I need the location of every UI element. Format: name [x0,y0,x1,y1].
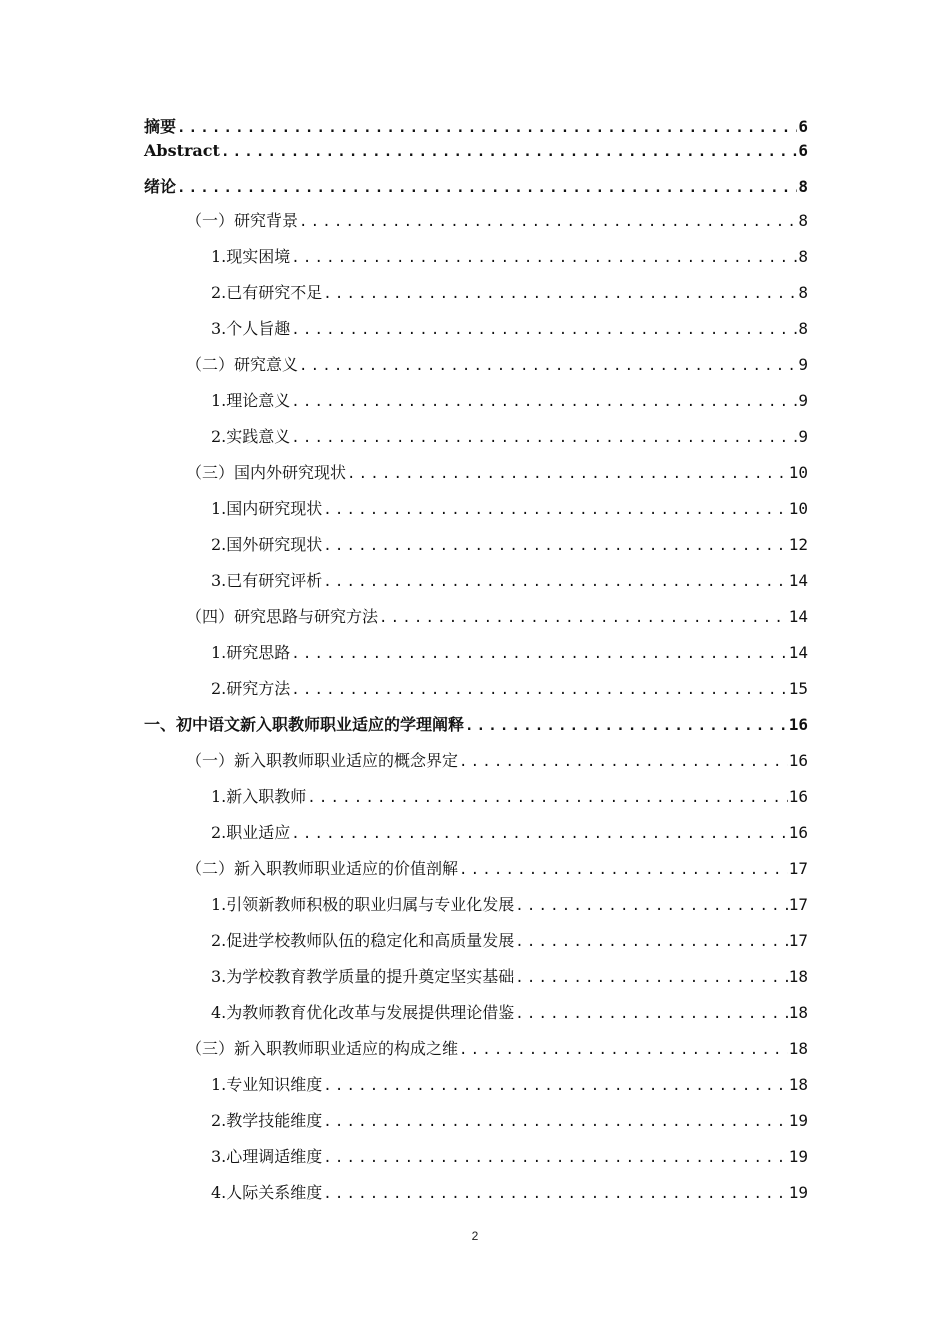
toc-dot-leader [515,996,787,1032]
toc-entry-title: 1.国内研究现状 [211,499,323,518]
toc-entry-title: Abstract [144,141,220,160]
toc-dot-leader [323,528,787,564]
toc-entry[interactable] [144,671,808,707]
toc-entry[interactable] [144,1031,808,1067]
toc-entry-title: 1.研究思路 [211,643,291,662]
page-number: 2 [471,1229,479,1243]
toc-entry-page: 17 [788,931,808,950]
toc-entry-title: （二）新入职教师职业适应的价值剖解 [186,859,459,878]
toc-dot-leader [323,492,787,528]
toc-entry-page: 18 [788,1003,808,1022]
toc-dot-leader [291,420,797,456]
toc-entry-title: 2.职业适应 [211,823,291,842]
toc-dot-leader [515,960,787,996]
toc-dot-leader [459,852,788,888]
toc-entry[interactable] [144,311,808,347]
toc-entry[interactable] [144,959,808,995]
toc-dot-leader [323,276,797,312]
toc-entry-title: 1.理论意义 [211,391,291,410]
toc-entry-page: 9 [798,391,808,410]
toc-entry-title: （一）新入职教师职业适应的概念界定 [186,751,459,770]
toc-dot-leader [299,348,797,384]
toc-entry[interactable] [144,383,808,419]
toc-dot-leader [291,240,797,276]
toc-dot-leader [291,816,787,852]
toc-entry-page: 14 [788,607,808,626]
toc-entry-title: （四）研究思路与研究方法 [186,607,379,626]
toc-entry-title: 1.专业知识维度 [211,1075,323,1094]
toc-entry[interactable] [144,239,808,275]
toc-entry[interactable] [144,419,808,455]
toc-entry-title: 3.个人旨趣 [211,319,291,338]
toc-entry[interactable] [144,491,808,527]
toc-dot-leader [379,600,788,636]
toc-entry-title: 2.国外研究现状 [211,535,323,554]
toc-dot-leader [291,312,797,348]
toc-entry-title: 2.已有研究不足 [211,283,323,302]
toc-entry-page: 19 [788,1183,808,1202]
toc-entry-page: 18 [788,1075,808,1094]
toc-entry[interactable] [144,635,808,671]
toc-dot-leader [515,888,787,924]
toc-entry-page: 16 [788,787,808,806]
toc-dot-leader [323,1176,787,1212]
toc-entry-page: 8 [798,177,808,196]
toc-entry-page: 8 [798,211,808,230]
toc-entry-page: 19 [788,1111,808,1130]
toc-entry-page: 9 [798,355,808,374]
toc-dot-leader [323,1068,787,1104]
toc-entry-title: （三）新入职教师职业适应的构成之维 [186,1039,459,1058]
toc-entry[interactable] [144,527,808,563]
toc-entry[interactable] [144,743,808,779]
toc-dot-leader [323,1104,787,1140]
toc-entry-page: 10 [788,499,808,518]
toc-entry[interactable] [144,275,808,311]
toc-entry-title: 3.为学校教育教学质量的提升奠定坚实基础 [211,967,515,986]
toc-dot-leader [515,924,787,960]
toc-entry[interactable] [144,779,808,815]
toc-dot-leader [299,204,797,240]
toc-entry[interactable] [144,995,808,1031]
toc-entry-title: （一）研究背景 [186,211,299,230]
toc-entry[interactable] [144,203,808,239]
toc-entry-title: （三）国内外研究现状 [186,463,347,482]
toc-entry-page: 12 [788,535,808,554]
toc-entry[interactable] [144,599,808,635]
toc-dot-leader [459,744,788,780]
toc-entry[interactable] [144,139,808,163]
toc-entry[interactable] [144,707,808,743]
toc-entry-title: 3.心理调适维度 [211,1147,323,1166]
toc-entry-page: 16 [788,751,808,770]
toc-dot-leader [307,780,787,816]
toc-entry-page: 10 [788,463,808,482]
toc-entry-title: 1.现实困境 [211,247,291,266]
toc-entry[interactable] [144,1067,808,1103]
toc-entry-page: 16 [788,823,808,842]
toc-entry[interactable] [144,163,808,203]
toc-entry-page: 17 [788,859,808,878]
toc-entry-page: 19 [788,1147,808,1166]
toc-entry[interactable] [144,347,808,383]
toc-entry[interactable] [144,1139,808,1175]
toc-entry-title: 2.教学技能维度 [211,1111,323,1130]
toc-entry-page: 9 [798,427,808,446]
toc-entry-page: 16 [788,715,808,734]
toc-dot-leader [291,636,787,672]
toc-entry-title: 一、初中语文新入职教师职业适应的学理阐释 [144,715,465,734]
toc-entry-title: 绪论 [144,177,177,196]
toc-entry-title: 1.新入职教师 [211,787,307,806]
toc-entry-page: 6 [798,141,808,160]
toc-entry-title: 2.研究方法 [211,679,291,698]
toc-entry-page: 18 [788,967,808,986]
toc-dot-leader [347,456,788,492]
toc-entry-title: 摘要 [144,117,177,136]
toc-entry[interactable] [144,887,808,923]
toc-entry[interactable] [144,923,808,959]
toc-entry-page: 8 [798,247,808,266]
toc-entry[interactable] [144,455,808,491]
toc-entry-title: 4.人际关系维度 [211,1183,323,1202]
toc-entry-page: 14 [788,643,808,662]
toc-entry-title: 3.已有研究评析 [211,571,323,590]
toc-entry-page: 14 [788,571,808,590]
toc-entry[interactable] [144,851,808,887]
toc-dot-leader [323,1140,787,1176]
toc-entry[interactable] [144,563,808,599]
toc-entry-title: 1.引领新教师积极的职业归属与专业化发展 [211,895,515,914]
toc-dot-leader [177,116,797,140]
toc-entry[interactable] [144,815,808,851]
toc-entry-page: 8 [798,319,808,338]
toc-entry[interactable] [144,115,808,139]
toc-entry-page: 6 [798,117,808,136]
toc-entry-title: （二）研究意义 [186,355,299,374]
toc-dot-leader [459,1032,788,1068]
toc-dot-leader [291,672,787,708]
table-of-contents [144,115,808,1211]
toc-dot-leader [323,564,787,600]
toc-entry-page: 17 [788,895,808,914]
toc-entry-title: 4.为教师教育优化改革与发展提供理论借鉴 [211,1003,515,1022]
toc-entry-title: 2.实践意义 [211,427,291,446]
toc-dot-leader [291,384,797,420]
toc-entry[interactable] [144,1103,808,1139]
toc-entry-title: 2.促进学校教师队伍的稳定化和高质量发展 [211,931,515,950]
toc-entry[interactable] [144,1175,808,1211]
toc-entry-page: 8 [798,283,808,302]
toc-dot-leader [465,708,788,744]
toc-entry-page: 15 [788,679,808,698]
toc-entry-page: 18 [788,1039,808,1058]
toc-dot-leader [221,140,797,164]
